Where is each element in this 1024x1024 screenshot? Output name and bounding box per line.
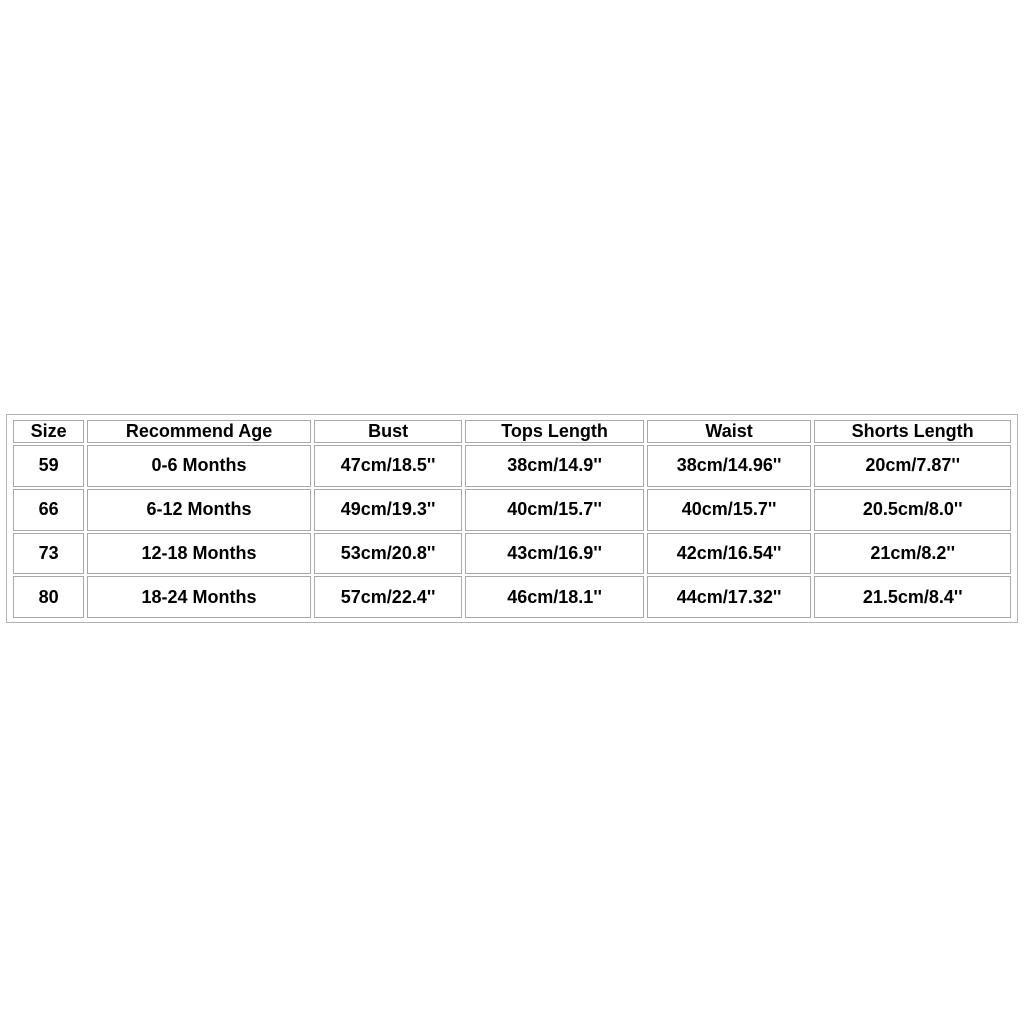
size-chart-table [10, 418, 1014, 620]
cell-size: 59 [13, 445, 84, 487]
cell-bust: 53cm/20.8'' [314, 533, 462, 575]
header-size: Size [13, 420, 84, 443]
cell-size: 66 [13, 489, 84, 531]
cell-waist: 38cm/14.96'' [647, 445, 812, 487]
cell-tops-length: 38cm/14.9'' [465, 445, 644, 487]
cell-waist: 40cm/15.7'' [647, 489, 812, 531]
header-recommend-age: Recommend Age [87, 420, 311, 443]
header-waist: Waist [647, 420, 812, 443]
cell-shorts-length: 21.5cm/8.4'' [814, 576, 1011, 618]
cell-shorts-length: 20.5cm/8.0'' [814, 489, 1011, 531]
cell-recommend-age: 6-12 Months [87, 489, 311, 531]
cell-shorts-length: 20cm/7.87'' [814, 445, 1011, 487]
table-header-row [13, 420, 1011, 443]
table-row [13, 489, 1011, 531]
table-row [13, 445, 1011, 487]
header-bust: Bust [314, 420, 462, 443]
header-shorts-length: Shorts Length [814, 420, 1011, 443]
cell-waist: 42cm/16.54'' [647, 533, 812, 575]
cell-recommend-age: 18-24 Months [87, 576, 311, 618]
cell-tops-length: 46cm/18.1'' [465, 576, 644, 618]
size-chart [6, 414, 1018, 623]
cell-size: 80 [13, 576, 84, 618]
cell-bust: 57cm/22.4'' [314, 576, 462, 618]
cell-recommend-age: 12-18 Months [87, 533, 311, 575]
table-row [13, 576, 1011, 618]
cell-size: 73 [13, 533, 84, 575]
table-row [13, 533, 1011, 575]
header-tops-length: Tops Length [465, 420, 644, 443]
cell-tops-length: 43cm/16.9'' [465, 533, 644, 575]
cell-bust: 49cm/19.3'' [314, 489, 462, 531]
cell-waist: 44cm/17.32'' [647, 576, 812, 618]
cell-shorts-length: 21cm/8.2'' [814, 533, 1011, 575]
cell-bust: 47cm/18.5'' [314, 445, 462, 487]
cell-recommend-age: 0-6 Months [87, 445, 311, 487]
cell-tops-length: 40cm/15.7'' [465, 489, 644, 531]
